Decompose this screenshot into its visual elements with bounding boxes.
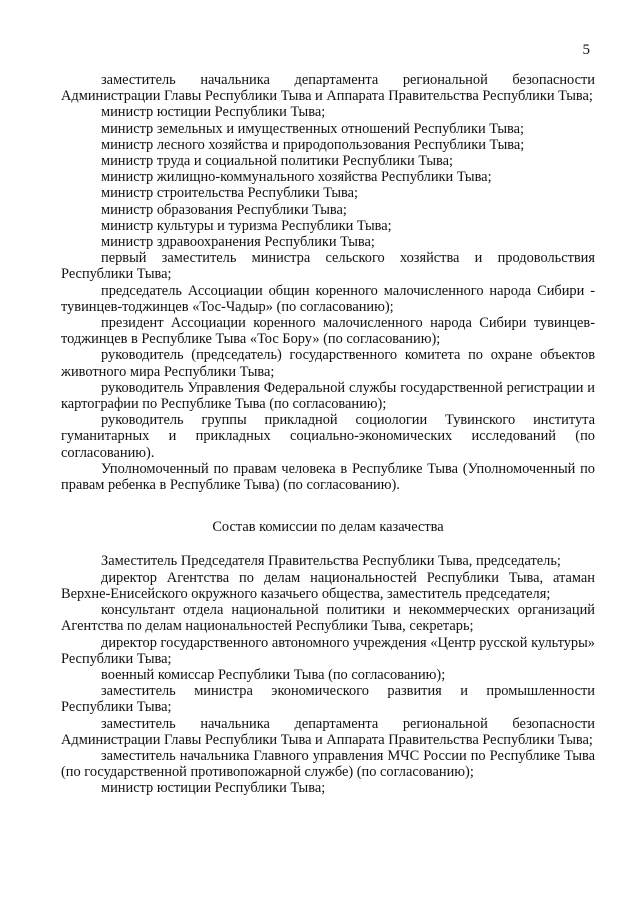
list-item: министр юстиции Республики Тыва;: [101, 780, 326, 797]
document-body: [61, 72, 595, 797]
list-item: министр строительства Республики Тыва;: [101, 185, 359, 202]
page-number: 5: [582, 42, 590, 58]
list-item: руководитель группы прикладной социологии Тувинского института гуманитарных и прикладных социально-экономических исследований (по согласованию).: [61, 412, 595, 461]
list-item: консультант отдела национальной политики и некоммерческих организаций Агентства по делам национальностей Республики Тыва, секретарь;: [61, 602, 595, 635]
list-item: министр образования Республики Тыва;: [101, 201, 347, 218]
list-item: военный комиссар Республики Тыва (по согласованию);: [101, 666, 446, 683]
list-item: министр земельных и имущественных отношений Республики Тыва;: [101, 120, 524, 137]
list-item: министр культуры и туризма Республики Тыва;: [101, 217, 392, 234]
list-item: руководитель (председатель) государственного комитета по охране объектов животного мира Республики Тыва;: [61, 347, 595, 380]
list-item: министр жилищно-коммунального хозяйства Республики Тыва;: [101, 169, 492, 186]
members-list-continued: [61, 72, 595, 493]
list-item: министр труда и социальной политики Республики Тыва;: [101, 153, 454, 170]
list-item: Заместитель Председателя Правительства Республики Тыва, председатель;: [101, 553, 561, 570]
list-item: министр здравоохранения Республики Тыва;: [101, 234, 375, 251]
list-item: руководитель Управления Федеральной службы государственной регистрации и картографии по Республике Тыва (по согласованию);: [61, 379, 595, 413]
list-item: заместитель начальника департамента региональной безопасности Администрации Главы Республики Тыва и Аппарата Правительства Республики Тыва;: [61, 715, 595, 748]
list-item: министр юстиции Республики Тыва;: [101, 104, 326, 121]
list-item: заместитель начальника Главного управления МЧС России по Республике Тыва (по государственной противопожарной службе) (по согласованию);: [61, 747, 595, 781]
list-item: директор государственного автономного учреждения «Центр русской культуры» Республики Тыва;: [61, 634, 595, 667]
list-item: председатель Ассоциации общин коренного малочисленного народа Сибири - тувинцев-тоджинцев «Тос-Чадыр» (по согласованию);: [61, 282, 595, 315]
list-item: заместитель министра экономического развития и промышленности Республики Тыва;: [61, 683, 595, 716]
list-item: директор Агентства по делам национальностей Республики Тыва, атаман Верхне-Енисейского окружного казачьего общества, заместитель председателя;: [61, 569, 595, 602]
list-item: Уполномоченный по правам человека в Республике Тыва (Уполномоченный по правам ребенка в Республике Тыва) (по согласованию).: [61, 460, 595, 494]
list-item: президент Ассоциации коренного малочисленного народа Сибири тувинцев-тоджинцев в Республике Тыва «Тос Бору» (по согласованию);: [61, 315, 595, 348]
list-item: заместитель начальника департамента региональной безопасности Администрации Главы Республики Тыва и Аппарата Правительства Республики Тыва;: [61, 72, 595, 105]
list-item: министр лесного хозяйства и природопользования Республики Тыва;: [101, 136, 525, 153]
list-item: первый заместитель министра сельского хозяйства и продовольствия Республики Тыва;: [61, 250, 595, 283]
cossack-commission-list: [61, 553, 595, 796]
section-title: Состав комиссии по делам казачества: [212, 519, 444, 536]
